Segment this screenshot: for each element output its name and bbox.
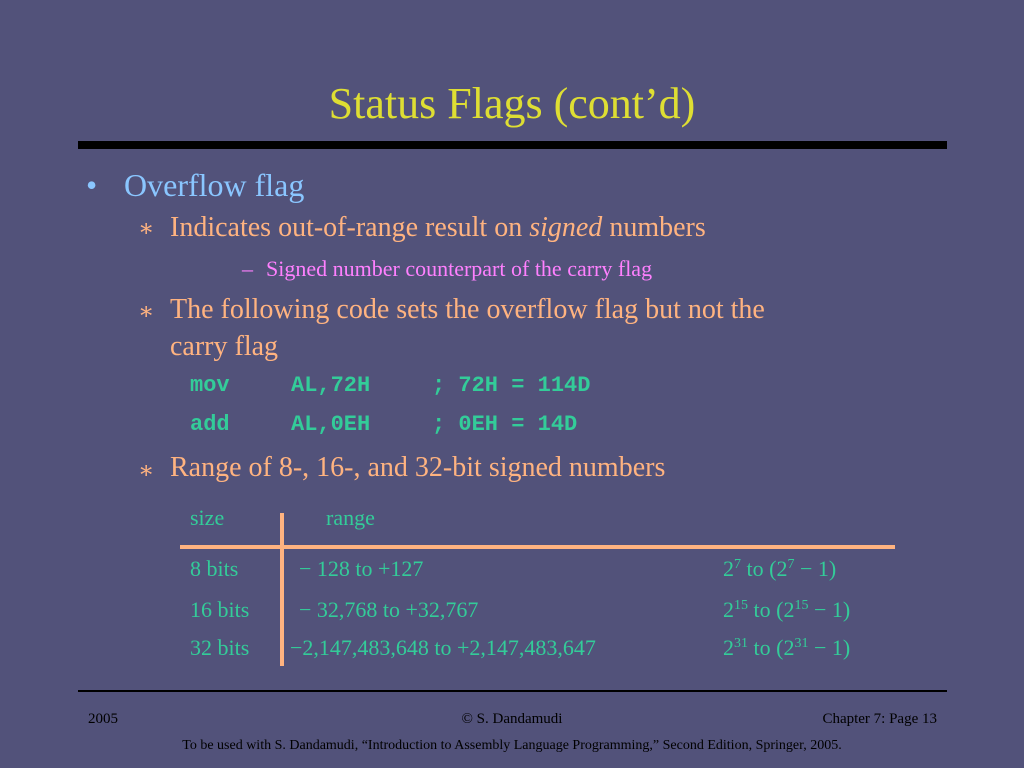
footer-rule [78,690,947,692]
item-counterpart: Signed number counterpart of the carry flag [266,256,653,281]
code-args: AL,72H [291,373,371,398]
sub-bullet-star: ∗ [138,299,155,325]
footer-author: © S. Dandamudi [461,711,563,727]
dash-bullet: – [242,256,253,281]
footer-page: Chapter 7: Page 13 [822,711,937,727]
sub-bullet-star: ∗ [138,458,155,484]
table-cell-range: − 32,768 to +32,767 [299,597,479,622]
table-cell-size: 16 bits [190,597,250,622]
table-cell-power: $2^{31}$ to $(2^{31} - 1)$ [723,635,851,660]
item-indicates-emphasis: signed [529,212,603,243]
table-column-rule [280,513,284,666]
code-op: add [190,412,230,437]
item-indicates [170,211,706,245]
footer-year: 2005 [88,711,118,727]
code-comment: ; 72H = 114D [432,373,591,398]
table-cell-range: − 128 to +127 [299,556,424,581]
table-header-range: range [326,505,375,530]
code-comment: ; 0EH = 14D [432,412,578,437]
item-indicates-tail: numbers [602,212,706,243]
code-op: mov [190,373,230,398]
bullet-dot: • [86,167,98,203]
title-underline [78,141,947,149]
slide-title: Status Flags (cont’d) [328,79,696,128]
table-cell-power: $2^7$ to $(2^7 - 1)$ [723,556,837,581]
code-args: AL,0EH [291,412,371,437]
item-code-line2: carry flag [170,331,279,362]
overflow-heading: Overflow flag [124,167,305,203]
table-cell-range: −2,147,483,648 to +2,147,483,647 [290,635,596,660]
table-cell-size: 32 bits [190,635,250,660]
item-range: Range of 8-, 16-, and 32-bit signed numbers [170,452,666,483]
table-header-size: size [190,505,225,530]
table-header-rule [180,545,895,549]
table-cell-power: $2^{15}$ to $(2^{15} - 1)$ [723,597,851,622]
sub-bullet-star: ∗ [138,216,155,242]
table-cell-size: 8 bits [190,556,239,581]
item-indicates-text: Indicates out-of-range result on [170,212,530,243]
item-code-line1: The following code sets the overflow flag but not the [170,294,765,325]
footer-note: To be used with S. Dandamudi, “Introduction to Assembly Language Programming,” Second Edition, Springer, 2005. [182,738,842,753]
